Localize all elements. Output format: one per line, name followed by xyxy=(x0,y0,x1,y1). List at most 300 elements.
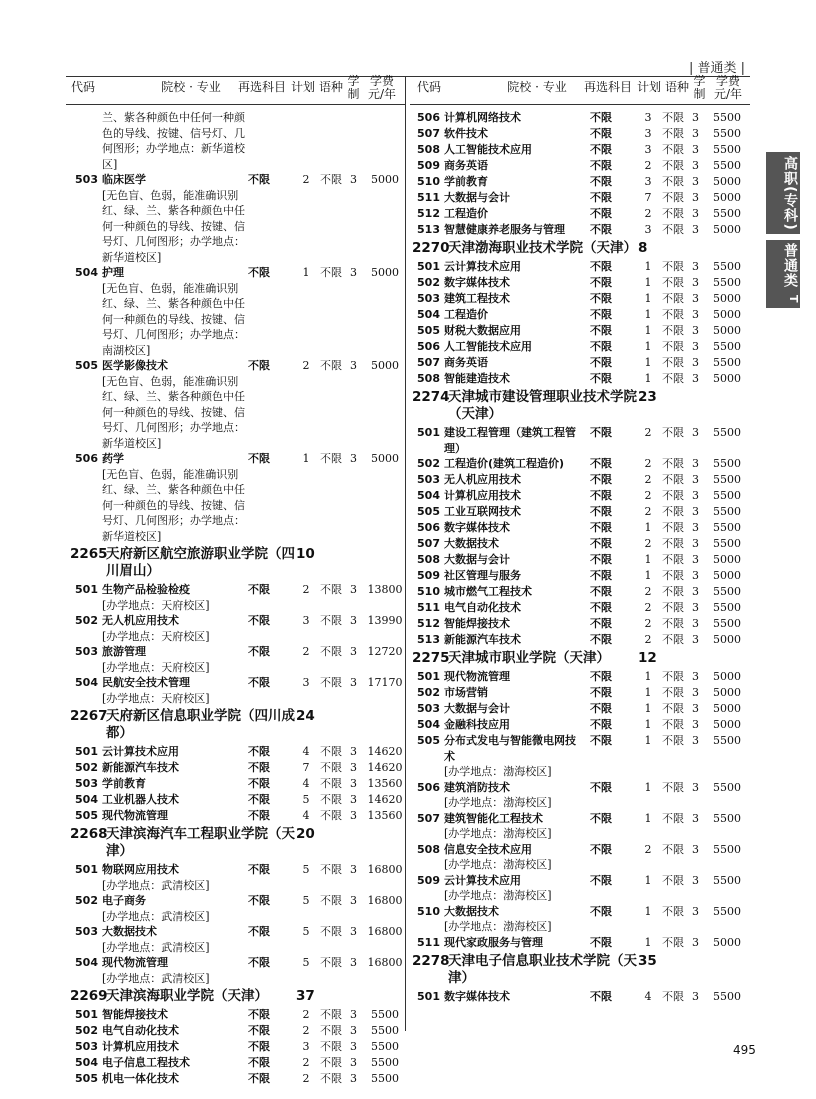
major-language: 不限 xyxy=(320,583,342,596)
major-name: 云计算技术应用 xyxy=(444,260,521,273)
major-fee: 5500 xyxy=(371,1024,399,1037)
major-duration: 3 xyxy=(692,670,699,683)
major-name: 现代物流管理 xyxy=(102,809,168,822)
major-subject: 不限 xyxy=(590,356,612,369)
major-duration: 3 xyxy=(350,925,357,938)
major-code: 512 xyxy=(417,617,440,630)
major-row xyxy=(412,222,752,238)
major-subject: 不限 xyxy=(590,811,612,825)
major-duration: 3 xyxy=(350,1056,357,1069)
major-plan: 4 xyxy=(644,989,652,1003)
major-code: 503 xyxy=(75,173,98,186)
side-tab-vocational[interactable]: 高职(专科) xyxy=(766,152,800,234)
major-plan: 2 xyxy=(644,537,652,550)
school-code: 2267 xyxy=(70,708,108,724)
major-language: 不限 xyxy=(662,175,684,188)
major-plan: 3 xyxy=(302,676,310,689)
major-language: 不限 xyxy=(662,489,684,502)
major-fee: 5500 xyxy=(713,426,741,439)
major-fee: 5000 xyxy=(713,324,741,337)
major-plan: 1 xyxy=(644,780,652,794)
major-duration: 3 xyxy=(350,777,357,790)
major-note: [办学地点：武清校区] xyxy=(102,878,210,892)
major-language: 不限 xyxy=(662,223,684,236)
major-note: [无色盲、色弱，能准确识别红、绿、兰、紫各种颜色中任何一种颜色的导线、按键、信号灯、几何图形；办学地点：新华道校区] xyxy=(102,467,245,543)
major-duration: 3 xyxy=(692,372,699,385)
major-plan: 2 xyxy=(302,1008,310,1021)
major-code: 501 xyxy=(417,260,440,273)
major-row xyxy=(70,582,410,613)
major-fee: 5000 xyxy=(713,292,741,305)
major-duration: 3 xyxy=(692,175,699,188)
major-subject: 不限 xyxy=(248,1040,270,1053)
header-bottom-rule-right xyxy=(410,104,750,105)
major-subject: 不限 xyxy=(590,842,612,856)
major-duration: 3 xyxy=(692,617,699,630)
major-fee: 5000 xyxy=(371,266,399,279)
major-language: 不限 xyxy=(320,956,342,969)
major-row xyxy=(412,520,752,536)
header-bottom-rule-left xyxy=(66,104,406,105)
school-heading xyxy=(412,240,752,257)
major-subject: 不限 xyxy=(590,223,612,236)
major-code: 504 xyxy=(75,676,98,689)
major-duration: 3 xyxy=(692,308,699,321)
major-language: 不限 xyxy=(662,159,684,172)
col-len: 学制 xyxy=(347,74,360,101)
major-row xyxy=(412,989,752,1005)
major-language: 不限 xyxy=(662,702,684,715)
major-subject: 不限 xyxy=(248,809,270,822)
major-fee: 5500 xyxy=(713,842,741,856)
major-duration: 3 xyxy=(350,956,357,969)
major-name: 数字媒体技术 xyxy=(444,521,510,534)
major-note: [办学地点：渤海校区] xyxy=(444,796,552,809)
school-total-plan: 10 xyxy=(296,546,315,562)
major-row xyxy=(70,924,410,955)
major-fee: 5500 xyxy=(371,1040,399,1053)
major-name: 大数据技术 xyxy=(102,925,157,938)
major-name: 人工智能技术应用 xyxy=(444,340,532,353)
major-code: 501 xyxy=(75,583,98,596)
major-fee: 16800 xyxy=(367,863,403,876)
major-plan: 1 xyxy=(644,873,652,887)
major-plan: 2 xyxy=(644,585,652,598)
major-fee: 5000 xyxy=(713,935,741,949)
major-row xyxy=(412,780,752,811)
major-fee: 16800 xyxy=(367,925,403,938)
page-number: 495 xyxy=(733,1043,756,1057)
major-fee: 5000 xyxy=(713,372,741,385)
major-row xyxy=(412,472,752,488)
major-subject: 不限 xyxy=(248,793,270,806)
major-subject: 不限 xyxy=(248,1072,270,1085)
major-language: 不限 xyxy=(662,780,684,794)
major-duration: 3 xyxy=(692,159,699,172)
major-language: 不限 xyxy=(320,777,342,790)
major-duration: 3 xyxy=(692,260,699,273)
major-note: 兰、紫各种颜色中任何一种颜色的导线、按键、信号灯、几何图形；办学地点：新华道校区] xyxy=(102,111,245,171)
major-plan: 2 xyxy=(302,645,310,658)
major-row xyxy=(412,904,752,935)
major-row xyxy=(70,613,410,644)
major-row xyxy=(412,339,752,355)
major-row xyxy=(412,717,752,733)
major-language: 不限 xyxy=(662,276,684,289)
major-name: 社区管理与服务 xyxy=(444,569,521,582)
major-row xyxy=(412,811,752,842)
major-row xyxy=(70,451,410,544)
major-duration: 3 xyxy=(692,734,699,747)
side-tab-general[interactable]: 普通类 xyxy=(766,240,800,290)
col-lang: 语种 xyxy=(664,80,689,94)
major-name: 计算机应用技术 xyxy=(102,1040,179,1053)
major-name: 大数据技术 xyxy=(444,537,499,550)
major-name: 工程造价 xyxy=(444,308,488,321)
major-name: 工业互联网技术 xyxy=(444,505,521,518)
major-plan: 3 xyxy=(302,1040,310,1053)
major-row xyxy=(412,291,752,307)
major-name: 大数据技术 xyxy=(444,904,499,918)
major-plan: 4 xyxy=(302,745,310,758)
major-name: 现代物流管理 xyxy=(444,670,510,683)
major-fee: 16800 xyxy=(367,956,403,969)
major-name: 计算机应用技术 xyxy=(444,489,521,502)
major-language: 不限 xyxy=(662,324,684,337)
major-fee: 5500 xyxy=(713,904,741,918)
major-duration: 3 xyxy=(350,614,357,627)
major-code: 511 xyxy=(417,935,440,949)
major-language: 不限 xyxy=(320,761,342,774)
major-code: 502 xyxy=(75,894,98,907)
major-plan: 1 xyxy=(644,686,652,699)
major-language: 不限 xyxy=(320,452,342,465)
school-code: 2278 xyxy=(412,952,450,969)
major-code: 509 xyxy=(417,159,440,172)
major-fee: 5500 xyxy=(713,811,741,825)
major-plan: 2 xyxy=(302,583,310,596)
major-row xyxy=(412,158,752,174)
major-subject: 不限 xyxy=(590,989,612,1003)
major-fee: 5000 xyxy=(371,452,399,465)
major-subject: 不限 xyxy=(590,260,612,273)
major-code: 501 xyxy=(417,426,440,439)
major-code: 508 xyxy=(417,842,440,856)
major-row xyxy=(70,1007,410,1023)
major-row xyxy=(412,935,752,951)
major-plan: 1 xyxy=(644,372,652,385)
major-name: 建筑智能化工程技术 xyxy=(444,811,543,825)
major-name: 电气自动化技术 xyxy=(444,601,521,614)
major-name: 智能焊接技术 xyxy=(102,1008,168,1021)
major-code: 502 xyxy=(417,686,440,699)
major-fee: 5500 xyxy=(371,1008,399,1021)
major-duration: 3 xyxy=(692,569,699,582)
major-code: 504 xyxy=(75,266,98,279)
major-duration: 3 xyxy=(692,127,699,140)
major-duration: 3 xyxy=(692,223,699,236)
major-row xyxy=(412,504,752,520)
major-code: 513 xyxy=(417,223,440,236)
major-duration: 3 xyxy=(692,904,699,918)
major-subject: 不限 xyxy=(590,473,612,486)
major-subject: 不限 xyxy=(590,207,612,220)
major-code: 510 xyxy=(417,175,440,188)
major-name: 金融科技应用 xyxy=(444,718,510,731)
major-code: 504 xyxy=(417,308,440,321)
major-row xyxy=(412,275,752,291)
major-duration: 3 xyxy=(350,266,357,279)
major-duration: 3 xyxy=(350,793,357,806)
major-row xyxy=(412,323,752,339)
major-fee: 5500 xyxy=(713,207,741,220)
major-plan: 2 xyxy=(302,1056,310,1069)
major-fee: 5500 xyxy=(713,537,741,550)
major-code: 506 xyxy=(417,340,440,353)
major-row xyxy=(412,733,752,780)
major-language: 不限 xyxy=(662,553,684,566)
major-duration: 3 xyxy=(692,702,699,715)
major-subject: 不限 xyxy=(248,1024,270,1037)
major-subject: 不限 xyxy=(248,745,270,758)
major-language: 不限 xyxy=(320,745,342,758)
major-code: 505 xyxy=(417,734,440,747)
major-language: 不限 xyxy=(320,173,342,186)
major-subject: 不限 xyxy=(590,904,612,918)
school-total-plan: 35 xyxy=(638,952,657,969)
major-subject: 不限 xyxy=(248,761,270,774)
major-name: 工业机器人技术 xyxy=(102,793,179,806)
major-subject: 不限 xyxy=(248,583,270,596)
major-fee: 5000 xyxy=(371,173,399,186)
major-language: 不限 xyxy=(662,904,684,918)
major-code: 507 xyxy=(417,811,440,825)
major-row xyxy=(70,862,410,893)
major-language: 不限 xyxy=(320,925,342,938)
major-subject: 不限 xyxy=(248,266,270,279)
major-code: 513 xyxy=(417,633,440,646)
major-duration: 3 xyxy=(350,1040,357,1053)
major-name: 建筑消防技术 xyxy=(444,780,510,794)
major-plan: 3 xyxy=(302,614,310,627)
major-subject: 不限 xyxy=(590,175,612,188)
major-plan: 2 xyxy=(302,173,310,186)
major-row xyxy=(70,893,410,924)
major-subject: 不限 xyxy=(590,292,612,305)
school-heading xyxy=(412,953,752,987)
major-duration: 3 xyxy=(692,426,699,439)
major-fee: 5500 xyxy=(713,356,741,369)
major-language: 不限 xyxy=(320,1072,342,1085)
major-plan: 1 xyxy=(644,340,652,353)
major-code: 502 xyxy=(417,276,440,289)
major-name: 现代物流管理 xyxy=(102,956,168,969)
major-duration: 3 xyxy=(350,645,357,658)
major-plan: 1 xyxy=(644,553,652,566)
major-name: 商务英语 xyxy=(444,356,488,369)
major-plan: 1 xyxy=(644,569,652,582)
major-subject: 不限 xyxy=(590,191,612,204)
major-subject: 不限 xyxy=(248,676,270,689)
major-name: 新能源汽车技术 xyxy=(102,761,179,774)
major-row xyxy=(412,701,752,717)
major-row xyxy=(412,206,752,222)
major-row xyxy=(412,126,752,142)
school-heading xyxy=(70,988,410,1005)
major-subject: 不限 xyxy=(590,734,612,747)
major-subject: 不限 xyxy=(590,585,612,598)
major-fee: 5500 xyxy=(713,873,741,887)
major-language: 不限 xyxy=(320,676,342,689)
major-subject: 不限 xyxy=(590,873,612,887)
major-code: 507 xyxy=(417,127,440,140)
major-row xyxy=(70,792,410,808)
col-code: 代码 xyxy=(416,80,441,94)
major-name: 药学 xyxy=(102,452,124,465)
major-fee: 5000 xyxy=(713,702,741,715)
major-note: [无色盲、色弱，能准确识别红、绿、兰、紫各种颜色中任何一种颜色的导线、按键、信号灯、几何图形；办学地点：新华道校区] xyxy=(102,374,245,450)
major-fee: 5000 xyxy=(713,191,741,204)
major-note: [办学地点：天府校区] xyxy=(102,660,210,674)
col-plan: 计划 xyxy=(636,80,661,94)
major-code: 509 xyxy=(417,569,440,582)
major-duration: 3 xyxy=(692,935,699,949)
major-plan: 1 xyxy=(644,718,652,731)
major-language: 不限 xyxy=(320,266,342,279)
major-duration: 3 xyxy=(692,473,699,486)
major-note: [办学地点：武清校区] xyxy=(102,971,210,985)
major-language: 不限 xyxy=(662,260,684,273)
major-language: 不限 xyxy=(662,842,684,856)
major-language: 不限 xyxy=(662,670,684,683)
major-plan: 3 xyxy=(644,111,652,124)
major-row xyxy=(412,174,752,190)
side-tab-letter[interactable]: T xyxy=(766,290,800,308)
major-fee: 5500 xyxy=(713,473,741,486)
major-subject: 不限 xyxy=(590,537,612,550)
major-language: 不限 xyxy=(662,356,684,369)
major-subject: 不限 xyxy=(248,1056,270,1069)
major-name: 医学影像技术 xyxy=(102,359,168,372)
major-plan: 2 xyxy=(644,505,652,518)
major-subject: 不限 xyxy=(590,601,612,614)
major-row xyxy=(70,955,410,986)
major-language: 不限 xyxy=(662,811,684,825)
major-language: 不限 xyxy=(662,569,684,582)
major-code: 503 xyxy=(417,292,440,305)
major-note: [办学地点：武清校区] xyxy=(102,909,210,923)
major-row xyxy=(412,488,752,504)
major-note: [无色盲、色弱，能准确识别红、绿、兰、紫各种颜色中任何一种颜色的导线、按键、信号灯、几何图形；办学地点：南湖校区] xyxy=(102,281,245,357)
major-row xyxy=(70,776,410,792)
major-duration: 3 xyxy=(692,292,699,305)
school-total-plan: 23 xyxy=(638,389,657,405)
major-duration: 3 xyxy=(692,143,699,156)
major-plan: 4 xyxy=(302,809,310,822)
major-row xyxy=(412,600,752,616)
major-code: 503 xyxy=(75,1040,98,1053)
major-plan: 1 xyxy=(644,308,652,321)
major-name: 大数据与会计 xyxy=(444,702,510,715)
major-name: 分布式发电与智能微电网技术 xyxy=(444,734,576,763)
left-column-header xyxy=(66,74,406,104)
school-heading xyxy=(412,650,752,667)
major-name: 电子信息工程技术 xyxy=(102,1056,190,1069)
school-name: 天津城市建设管理职业技术学院（天津） xyxy=(448,389,637,422)
major-fee: 5000 xyxy=(713,553,741,566)
major-language: 不限 xyxy=(320,1008,342,1021)
major-language: 不限 xyxy=(320,1040,342,1053)
major-duration: 3 xyxy=(692,585,699,598)
major-duration: 3 xyxy=(692,191,699,204)
major-plan: 5 xyxy=(302,863,310,876)
major-code: 501 xyxy=(417,989,440,1003)
major-fee: 5500 xyxy=(371,1056,399,1069)
major-name: 建设工程管理（建筑工程管理） xyxy=(444,426,576,455)
major-language: 不限 xyxy=(662,601,684,614)
major-plan: 2 xyxy=(644,473,652,486)
major-language: 不限 xyxy=(320,809,342,822)
major-plan: 1 xyxy=(644,904,652,918)
major-language: 不限 xyxy=(662,734,684,747)
school-code: 2269 xyxy=(70,988,108,1004)
major-fee: 12720 xyxy=(367,645,403,658)
major-fee: 5000 xyxy=(713,175,741,188)
major-plan: 2 xyxy=(644,207,652,220)
major-name: 现代家政服务与管理 xyxy=(444,935,543,949)
school-heading xyxy=(70,546,410,580)
major-subject: 不限 xyxy=(248,614,270,627)
major-row xyxy=(412,685,752,701)
major-name: 新能源汽车技术 xyxy=(444,633,521,646)
major-fee: 5000 xyxy=(713,633,741,646)
major-duration: 3 xyxy=(350,359,357,372)
major-name: 学前教育 xyxy=(102,777,146,790)
major-subject: 不限 xyxy=(590,143,612,156)
major-fee: 13560 xyxy=(367,777,403,790)
major-subject: 不限 xyxy=(590,633,612,646)
major-plan: 1 xyxy=(644,260,652,273)
major-row xyxy=(412,355,752,371)
major-language: 不限 xyxy=(320,614,342,627)
major-language: 不限 xyxy=(320,1056,342,1069)
col-code: 代码 xyxy=(70,80,95,94)
major-name: 机电一体化技术 xyxy=(102,1072,179,1085)
major-language: 不限 xyxy=(662,873,684,887)
school-name: 天津电子信息职业技术学院（天津） xyxy=(448,952,637,986)
major-duration: 3 xyxy=(692,780,699,794)
major-name: 大数据与会计 xyxy=(444,553,510,566)
major-duration: 3 xyxy=(692,521,699,534)
major-language: 不限 xyxy=(320,793,342,806)
major-code: 504 xyxy=(417,718,440,731)
major-fee: 5000 xyxy=(713,686,741,699)
major-fee: 14620 xyxy=(367,761,403,774)
major-note: [办学地点：天府校区] xyxy=(102,691,210,705)
major-fee: 5500 xyxy=(713,457,741,470)
major-note: [无色盲、色弱，能准确识别红、绿、兰、紫各种颜色中任何一种颜色的导线、按键、信号灯、几何图形；办学地点：新华道校区] xyxy=(102,188,245,264)
major-duration: 3 xyxy=(692,842,699,856)
major-duration: 3 xyxy=(692,489,699,502)
major-language: 不限 xyxy=(662,372,684,385)
major-name: 民航安全技术管理 xyxy=(102,676,190,689)
major-row xyxy=(412,425,752,456)
major-language: 不限 xyxy=(662,191,684,204)
major-row xyxy=(412,873,752,904)
major-name: 电子商务 xyxy=(102,894,146,907)
major-fee: 5500 xyxy=(713,585,741,598)
major-language: 不限 xyxy=(662,473,684,486)
